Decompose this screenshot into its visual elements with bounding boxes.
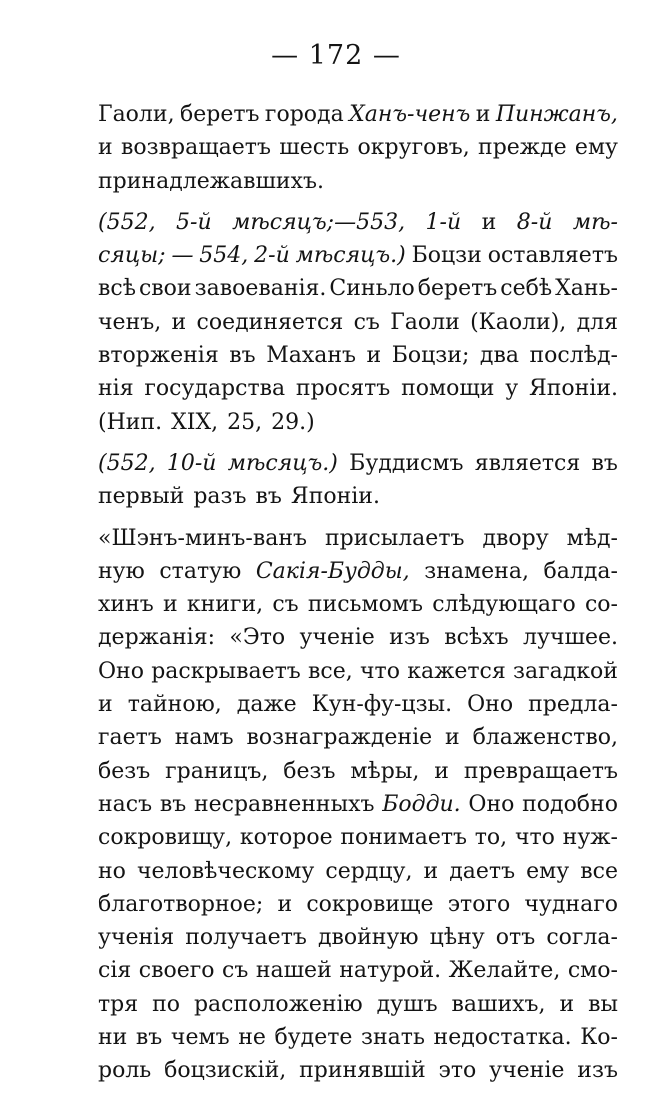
word: (552, — [98, 209, 156, 235]
word: нуж- — [562, 825, 618, 851]
word: недостатка. — [433, 1025, 572, 1051]
word: Боцзи; — [391, 343, 470, 369]
word: и — [559, 991, 575, 1017]
word: принадлежавшихъ. — [98, 168, 324, 194]
word: мѣ- — [572, 209, 618, 235]
text-line — [98, 888, 618, 921]
word: роль — [98, 1058, 152, 1084]
word: помощи — [401, 376, 495, 402]
word: изъ — [577, 1058, 618, 1084]
paragraph — [98, 447, 618, 514]
word: блаженство, — [472, 725, 618, 751]
page-number: — 172 — — [271, 40, 401, 71]
text-line — [98, 98, 618, 131]
word: и — [423, 858, 439, 884]
word: Оно — [98, 658, 144, 684]
word: чуднаго — [524, 891, 618, 917]
word: разъ — [193, 484, 247, 510]
text-line — [98, 372, 618, 405]
word: (Нип. — [98, 409, 163, 435]
word: расположенію — [193, 991, 363, 1017]
word: тря — [98, 991, 139, 1017]
word: вторженія — [98, 343, 219, 369]
text-line — [98, 406, 618, 439]
word: изъ — [389, 625, 430, 651]
word: сокровищу, — [98, 825, 233, 851]
word: раскрываетъ — [151, 658, 301, 684]
word: у — [505, 376, 519, 402]
word: слѣдующаго — [432, 592, 576, 618]
word: гаетъ — [98, 725, 162, 751]
word: загадкой — [512, 658, 618, 684]
word: боцзискій, — [164, 1058, 287, 1084]
text-line — [98, 621, 618, 654]
word: Гаоли, — [98, 102, 175, 127]
word: двору — [482, 525, 549, 551]
word: даетъ — [449, 858, 516, 884]
word: и — [475, 102, 491, 127]
word: и — [445, 725, 460, 751]
word: ученіе — [489, 1058, 565, 1084]
word: округовъ, — [357, 135, 470, 161]
word: сокровище — [306, 891, 434, 917]
word: что — [514, 825, 555, 851]
word: всѣхъ — [444, 625, 509, 651]
word: и — [171, 309, 187, 335]
word: прежде — [478, 135, 567, 161]
word: послѣд- — [529, 343, 618, 369]
word: то, — [474, 825, 508, 851]
word: письмомъ — [307, 592, 423, 618]
word: присылаетъ — [324, 525, 465, 551]
text-line — [98, 555, 618, 588]
paragraph — [98, 206, 618, 439]
word: всѣ — [98, 276, 136, 302]
word: своего — [138, 958, 215, 984]
word: и — [366, 343, 382, 369]
text-line — [98, 131, 618, 164]
word: ему — [526, 858, 570, 884]
word: Оно — [468, 791, 515, 817]
word: сія — [98, 958, 132, 984]
word: насъ — [98, 791, 153, 817]
word: все — [580, 858, 618, 884]
word: вашихъ, — [451, 991, 546, 1017]
text-line — [98, 339, 618, 372]
text-line — [98, 721, 618, 754]
word: 5-й — [176, 209, 212, 235]
word: намъ — [174, 725, 234, 751]
word: и — [98, 692, 113, 718]
word: лучшее. — [523, 625, 618, 651]
word: Японіи. — [290, 484, 380, 510]
word: ную — [98, 558, 145, 584]
word: хинъ — [98, 592, 154, 618]
word: книги, — [186, 592, 264, 618]
word: кажется — [407, 658, 506, 684]
word: даже — [236, 692, 297, 718]
word: балда- — [543, 558, 618, 584]
word: тайною, — [127, 692, 222, 718]
text-line — [98, 165, 618, 198]
word: нашей — [255, 958, 332, 984]
word: Оно — [467, 692, 514, 718]
word: отъ — [495, 925, 536, 951]
text-line — [98, 480, 618, 513]
word: ченъ, — [98, 309, 162, 335]
word: является — [474, 450, 581, 476]
word: не — [238, 1025, 266, 1051]
word: свои — [138, 276, 192, 302]
text-line — [98, 688, 618, 721]
word: XIX, — [171, 409, 219, 435]
word: мѣсяцъ.) — [295, 243, 406, 269]
word: но — [98, 858, 126, 884]
word: превращаетъ — [463, 758, 618, 784]
word: и — [98, 135, 113, 161]
word: несравненныхъ — [193, 791, 375, 817]
word: границъ, — [165, 758, 269, 784]
text-line — [98, 988, 618, 1021]
word: двойную — [317, 925, 419, 951]
word: Буддисмъ — [349, 450, 464, 476]
word: 29.) — [271, 409, 315, 435]
word: сяцы; — [98, 243, 166, 269]
word: знать — [361, 1025, 425, 1051]
word: ученіе — [299, 625, 375, 651]
word: согла- — [546, 925, 618, 951]
word: вы — [588, 991, 618, 1017]
word: оставляетъ — [487, 243, 618, 269]
word: «Шэнъ-минъ-ванъ — [98, 525, 308, 551]
word: съ — [222, 958, 249, 984]
word: ни — [98, 1025, 128, 1051]
word: Бодди. — [382, 791, 461, 817]
word: для — [576, 309, 618, 335]
text-line — [98, 447, 618, 480]
word: безъ — [98, 758, 151, 784]
word: подобно — [522, 791, 618, 817]
word: въ — [255, 484, 282, 510]
word: Японіи. — [528, 376, 618, 402]
paragraph — [98, 522, 618, 1088]
word: Гаоли — [390, 309, 460, 335]
text-line — [98, 954, 618, 987]
word: смо- — [567, 958, 618, 984]
word: статую — [159, 558, 242, 584]
word: шесть — [279, 135, 350, 161]
word: беретъ — [417, 276, 498, 302]
word: и — [162, 592, 178, 618]
text-line — [98, 788, 618, 821]
word: Синьло — [329, 276, 415, 302]
word: Сакія-Будды, — [255, 558, 410, 584]
word: безъ — [283, 758, 336, 784]
text-line — [98, 921, 618, 954]
word: вознагражденіе — [246, 725, 433, 751]
word: будете — [274, 1025, 353, 1051]
word: знамена, — [424, 558, 529, 584]
word: въ — [159, 791, 187, 817]
word: Ханъ-ченъ — [349, 102, 471, 127]
word: города — [264, 102, 344, 127]
word: 25, — [227, 409, 263, 435]
text-line — [98, 1021, 618, 1054]
word: получаетъ — [185, 925, 307, 951]
text-line — [98, 588, 618, 621]
word: соединяется — [196, 309, 344, 335]
word: со- — [584, 592, 618, 618]
word: и — [434, 758, 449, 784]
text-line — [98, 1054, 618, 1087]
word: мѣд- — [566, 525, 618, 551]
word: благотворное; — [98, 891, 264, 917]
word: — — [171, 243, 194, 269]
word: возвращаетъ — [120, 135, 271, 161]
word: натурой. — [339, 958, 442, 984]
text-body — [98, 98, 618, 1088]
word: 554, — [199, 243, 249, 269]
text-line — [98, 272, 618, 305]
word: два — [479, 343, 519, 369]
word: себѣ — [500, 276, 553, 302]
word: держанія: — [98, 625, 215, 651]
word: которое — [239, 825, 333, 851]
text-line — [98, 522, 618, 555]
word: 10-й — [166, 450, 217, 476]
word: Маханъ — [266, 343, 357, 369]
word: мѣсяцъ.) — [227, 450, 338, 476]
text-line — [98, 239, 618, 272]
word: съ — [353, 309, 380, 335]
word: чемъ — [170, 1025, 230, 1051]
word: Ко- — [580, 1025, 618, 1051]
text-line — [98, 821, 618, 854]
word: Желайте, — [448, 958, 561, 984]
word: все, — [308, 658, 353, 684]
word: и — [481, 209, 497, 235]
word: что — [360, 658, 400, 684]
word: принявшій — [299, 1058, 426, 1084]
word: предла- — [528, 692, 618, 718]
word: въ — [591, 450, 618, 476]
word: нія — [98, 376, 134, 402]
word: завоеванія. — [194, 276, 327, 302]
word: мѣсяцъ;—553, — [232, 209, 406, 235]
word: сердцу, — [325, 858, 413, 884]
word: Пинжанъ, — [495, 102, 618, 127]
word: и — [277, 891, 293, 917]
word: это — [438, 1058, 477, 1084]
paragraph — [98, 98, 618, 198]
word: ученія — [98, 925, 175, 951]
word: цѣну — [429, 925, 485, 951]
word: Боцзи — [411, 243, 482, 269]
word: по — [152, 991, 180, 1017]
text-line — [98, 655, 618, 688]
text-line — [98, 206, 618, 239]
word: Хань- — [555, 276, 618, 302]
word: государства — [144, 376, 286, 402]
word: понимаетъ — [340, 825, 468, 851]
word: душъ — [376, 991, 438, 1017]
word: 1-й — [425, 209, 462, 235]
word: съ — [272, 592, 299, 618]
word: первый — [98, 484, 185, 510]
word: ему — [574, 135, 618, 161]
word: Кун-фу-цзы. — [311, 692, 453, 718]
text-line — [98, 306, 618, 339]
word: беретъ — [179, 102, 260, 127]
word: просятъ — [295, 376, 391, 402]
text-line — [98, 755, 618, 788]
word: человѣческому — [136, 858, 315, 884]
word: «Это — [229, 625, 286, 651]
word: 2-й — [254, 243, 290, 269]
word: (552, — [98, 450, 156, 476]
text-line — [98, 855, 618, 888]
word: этого — [447, 891, 511, 917]
word: 8-й — [516, 209, 553, 235]
word: (Каоли), — [470, 309, 567, 335]
word: мѣры, — [350, 758, 420, 784]
word: въ — [229, 343, 256, 369]
word: въ — [135, 1025, 163, 1051]
